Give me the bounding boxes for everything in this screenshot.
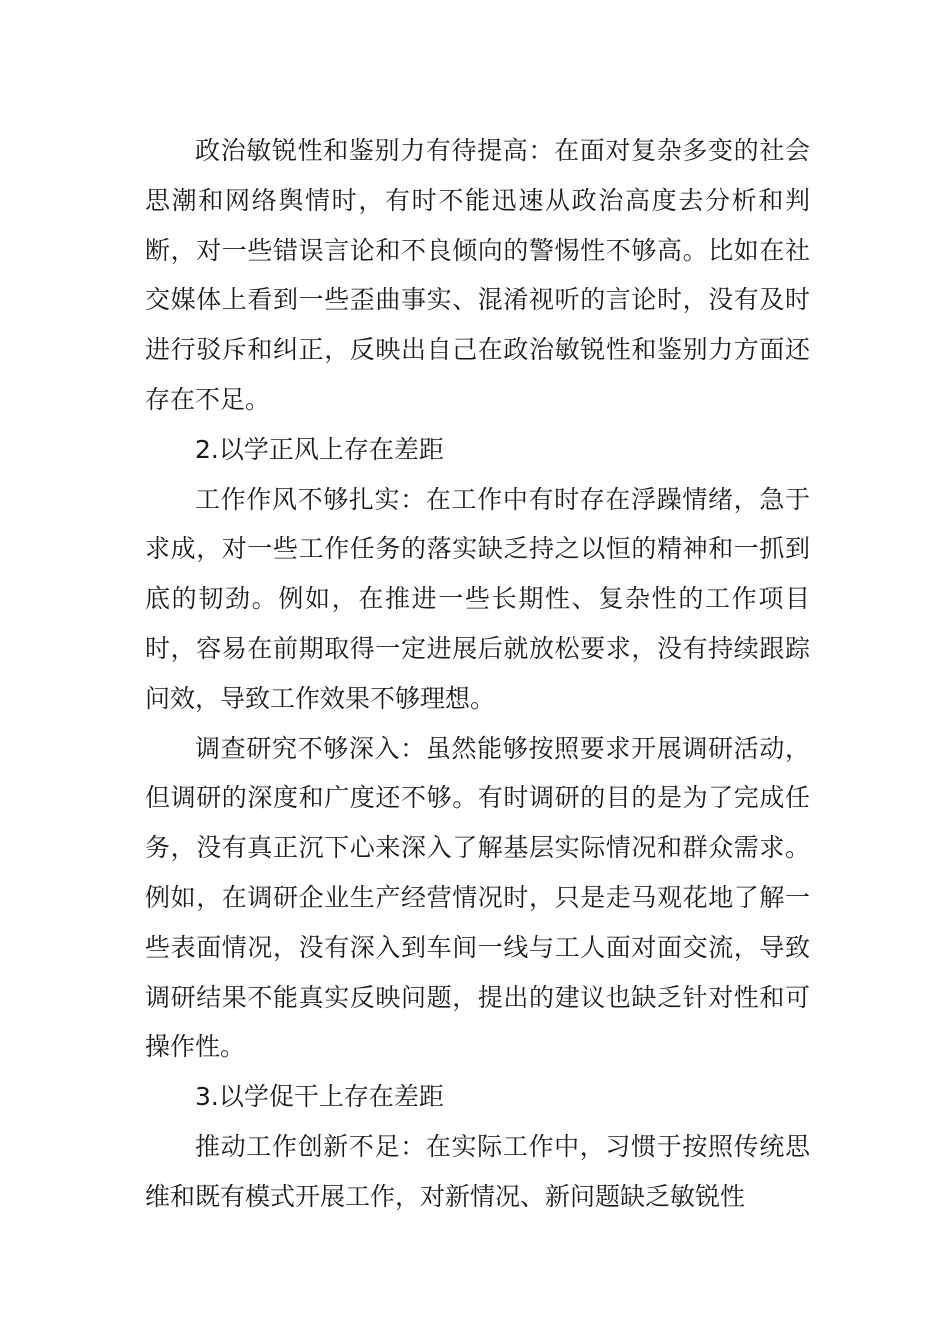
section-heading-2: 2.以学正风上存在差距 — [195, 434, 444, 464]
paragraph-political-sensitivity: 政治敏锐性和鉴别力有待提高：在面对复杂多变的社会思潮和网络舆情时，有时不能迅速从政治高度去分析和判断，对一些错误言论和不良倾向的警惕性不够高。比如在社交媒体上看到一些歪曲事实、混淆视听的言论时，没有及时进行驳斥和纠正，反映出自己在政治敏锐性和鉴别力方面还存在不足。 — [145, 136, 810, 414]
section-heading-3: 3.以学促干上存在差距 — [195, 1082, 444, 1112]
paragraph-research: 调查研究不够深入：虽然能够按照要求开展调研活动，但调研的深度和广度还不够。有时调研的目的是为了完成任务，没有真正沉下心来深入了解基层实际情况和群众需求。例如，在调研企业生产经营情况时，只是走马观花地了解一些表面情况，没有深入到车间一线与工人面对面交流，导致调研结果不能真实反映问题，提出的建议也缺乏针对性和可操作性。 — [145, 733, 810, 1062]
paragraph-work-style: 工作作风不够扎实：在工作中有时存在浮躁情绪，急于求成，对一些工作任务的落实缺乏持之以恒的精神和一抓到底的韧劲。例如，在推进一些长期性、复杂性的工作项目时，容易在前期取得一定进展后就放松要求，没有持续跟踪问效，导致工作效果不够理想。 — [145, 484, 810, 713]
document-body — [145, 126, 810, 1222]
paragraph-innovation: 推动工作创新不足：在实际工作中，习惯于按照传统思维和既有模式开展工作，对新情况、新问题缺乏敏锐性 — [145, 1131, 810, 1211]
